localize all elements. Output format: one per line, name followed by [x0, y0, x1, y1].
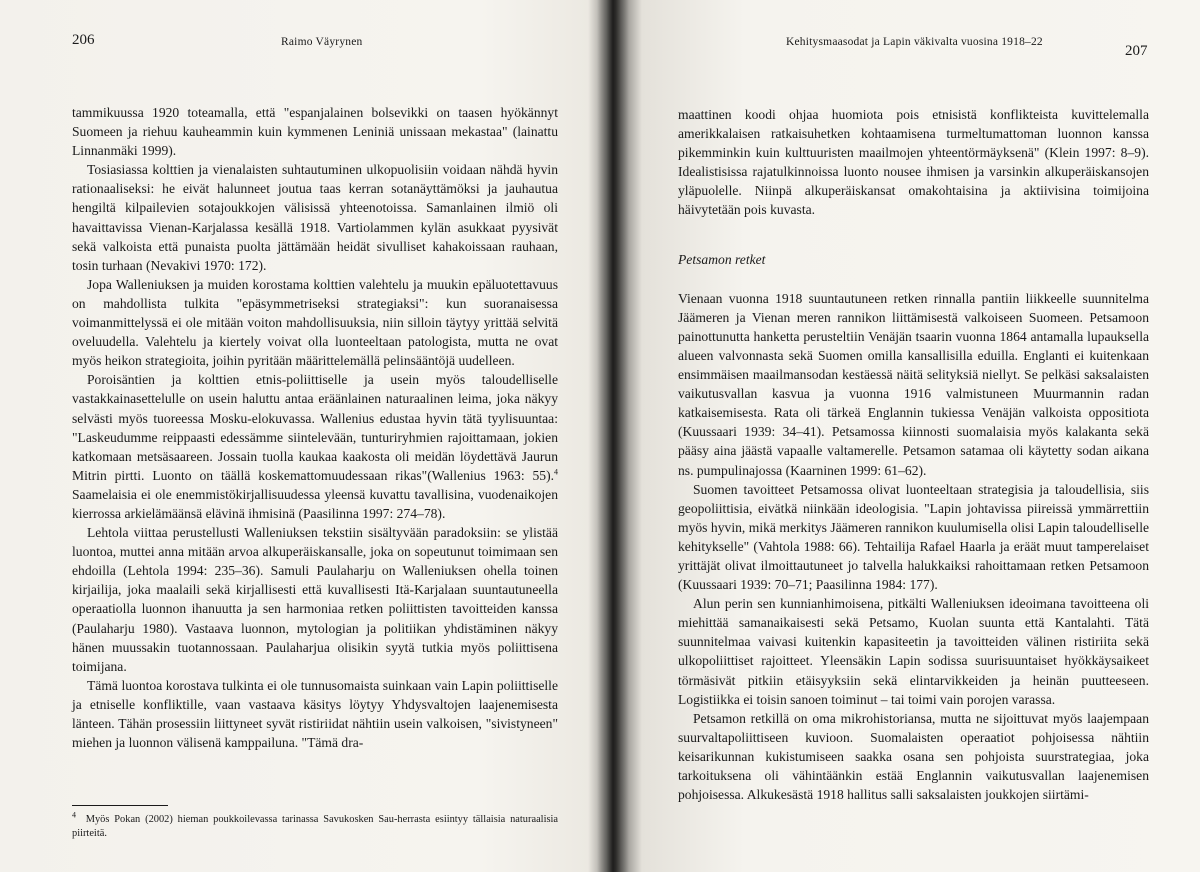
right-page — [624, 0, 1200, 872]
paragraph: Lehtola viittaa perustellusti Walleniuksen tekstiin sisältyvään paradoksiin: se ylistää luontoa, muttei anna mitään arvoa alkuperäiskansalle, joka on sopeutunut toimimaan sen ehdoilla (Lehtola 1994: 235–36). Samuli Paulaharju on Walleniuksen ohella toinen kirjailija, joka maalaili sekä kirjallisesti että kuvallisesti Itä-Karjalaan suuntautuneella operaatiolla luonnon ihanuutta ja sen harmoniaa retken poliittisten tavoitteiden kanssa (Paulaharju 1980). Vastaava luonnon, mytologian ja politiikan yhdistäminen näkyy hänen muussakin tuotannossaan. Paulaharjua olisikin syytä tutkia myös poliittisena toimijana. — [72, 525, 558, 674]
paragraph: Vienaan vuonna 1918 suuntautuneen retken rinnalla pantiin liikkeelle suunnitelma Jäämeren ja Vienan meren rannikon liittämisestä valkoiseen Suomeen. Petsamoon painottunutta hanketta perusteltiin Venäjän tsaarin vuonna 1864 antamalla lupauksella alueen valvonnasta sekä Suomen omilla kansallisilla eduilla. Englanti ei kuitenkaan ensimmäisen maailmansodan kestäessä näitä selityksiä niellyt. Se pelkäsi saksalaisten vaikutusvallan kasvua ja vuonna 1916 valmistuneen Muurmannin radan katkaisemisesta. Rata oli tärkeä Englannin tukiessa Venäjän valkoista oppositiota (Kuussaari 1939: 34–41). Petsamossa kiinnosti suomalaisia myös kalakanta sekä pääsy aina jäästä vapaalle valtamerelle. Petsamon satamaa oli käytetty sodan aikana ns. pumpulinajossa (Kaarninen 1999: 61–62). — [678, 290, 1149, 478]
paragraph: Jopa Walleniuksen ja muiden korostama kolttien valehtelu ja muukin epäluotettavuus on mahdollista tulkita "epäsymmetriseksi strategiaksi": kun suoranaisessa voimanmittelyssä ei ole mitään voiton mahdollisuuksia, niin silloin täytyy yrittää selvitä oveluudella. Valehtelu ja kiertely voivat olla luonteeltaan patologista, mutta ne ovat myös heikon strategioita, joihin pyritään määrittelemällä pelinsääntöjä uudelleen. — [72, 276, 558, 369]
paragraph: maattinen koodi ohjaa huomiota pois etnisistä konflikteista kuvittelemalla amerikkalaisen ratkaisuhetken kohtaamisena turmeltumattoman luonnon kanssa pikemminkin kuin kulttuuristen maailmojen yhteentörmäyksenä" (Klein 1997: 8–9). Idealistisissa rajatulkinnoissa luonto nousee ihmisen ja varsinkin alkuperäiskansojen yläpuolelle. Niinpä alkuperäiskansat omakohtaisina ja aktiivisina toimijoina häivytetään pois kuvasta. — [678, 107, 1149, 218]
paragraph: Tämä luontoa korostava tulkinta ei ole tunnusomaista suinkaan vain Lapin poliittiselle ja etniselle konfliktille, vaan vastaava käsitys löytyy Yhdysvaltojen laajenemisesta länteen. Tähän prosessiin liittyneet syvät ristiriidat nähtiin usein valkoisen, "sivistyneen" miehen ja luonnon välisenä kamppailuna. "Tämä dra- — [72, 677, 558, 751]
left-body-text — [72, 103, 558, 752]
footnote-text: Myös Pokan (2002) hieman poukkoilevassa tarinassa Savukosken Sau-herrasta esiintyy tällaisia naturaalisia piirteitä. — [72, 814, 558, 839]
paragraph-with-footnote — [72, 370, 558, 523]
paragraph: tammikuussa 1920 toteamalla, että "espanjalainen bolsevikki on taasen hyökännyt Suomeen ja riehuu kauheammin kuin kymmenen Leniniä unissaan mekastaa" (lainattu Linnanmäki 1999). — [72, 105, 558, 159]
footnote-marker: 4 — [72, 810, 76, 820]
paragraph: Petsamon retkillä on oma mikrohistoriansa, mutta ne sijoittuvat myös laajempaan suurvaltapoliittiseen kuvioon. Suomalaisten operaatiot pohjoisessa nähtiin keisarikunnan kukistumiseen saakka osana sen pohjoista suurstrategiaa, joka tarkoituksena oli vähintäänkin estää Englannin vaikutusvallan laajenemisen pohjoisessa. Alkukesästä 1918 hallitus salli saksalaisten joukkojen siirtämi- — [678, 710, 1149, 803]
paragraph-text-continued: Saamelaisia ei ole enemmistökirjallisuudessa yleensä kuvattu tavallisina, vuodenaikojen kierrossa arkielämäänsä elävinä ihmisinä (Paasilinna 1997: 274–78). — [72, 486, 558, 521]
footnote-divider — [72, 805, 168, 806]
footnote — [72, 810, 558, 841]
running-head-right: Kehitysmaasodat ja Lapin väkivalta vuosina 1918–22 — [786, 36, 1043, 48]
right-body-text — [678, 105, 1149, 804]
paragraph: Alun perin sen kunnianhimoisena, pitkälti Walleniuksen ideoimana tavoitteena oli miehittää samanaikaisesti sekä Petsamo, Kuolan suunta että Kantalahti. Tätä suunnitelmaa vaivasi kuitenkin kapasiteetin ja tavoitteiden välinen ristiriita sekä ulkopoliittiset rajoitteet. Yleensäkin Lapin sodissa suurisuuntaiset hyökkäysaikeet törmäsivät pitkiin etäisyyksiin sekä elintarvikkeiden ja heinän puutteeseen. Logistiikka ei toisin sanoen toiminut – tai toimi vain porojen varassa. — [678, 596, 1149, 707]
page-number-right: 207 — [1125, 43, 1148, 59]
paragraph-text: Poroisäntien ja kolttien etnis-poliittiselle ja usein myös taloudelliselle vastakkainasettelulle on usein haluttu antaa eräänlainen naturaalinen leima, joka näkyy selvästi myös tuoreessa Mosku-elokuvassa. Wallenius edustaa hyvin tätä tyylisuuntaa: "Laskeudumme reippaasti edessämme siintelevään, tunturiryhmien rajoittamaan, jokien katkomaan metsäsaareen. Jossain tuolla kaukaa kaakosta oli meidän löydettävä Jaurun Mitrin pirtti. Luonto on täällä koskemattomuudessaan rikas"(Wallenius 1963: 55). — [72, 372, 558, 483]
running-head-left: Raimo Väyrynen — [281, 36, 363, 48]
section-heading: Petsamon retket — [678, 251, 766, 267]
paragraph: Suomen tavoitteet Petsamossa olivat luonteeltaan strategisia ja taloudellisia, siis geopoliittisia, eivätkä niinkään ideologisia. "Lapin johtavissa piireissä ymmärrettiin myös hyvin, mikä merkitys Jäämeren rannikon kuulumisella olisi Lapin taloudelliselle kehitykselle" (Vahtola 1988: 66). Tehtailija Rafael Haarla ja eräät muut tamperelaiset yrittäjät olivat ilmoittautuneet jo talvella halukkaiksi rahoittamaan retken Petsamoon (Kuussaari 1939: 70–71; Paasilinna 1984: 177). — [678, 481, 1149, 593]
page-number-left: 206 — [72, 32, 95, 48]
footnote-reference: 4 — [554, 467, 558, 477]
paragraph: Tosiasiassa kolttien ja vienalaisten suhtautuminen ulkopuolisiin voidaan nähdä hyvin rationaaliseksi: he eivät halunneet joutua taas kerran sotanäyttämöksi ja jauhautua hengiltä kilpailevien sotajoukkojen välisissä yhteenotoissa. Samanlainen ilmiö oli havaittavissa Vienan-Karjalassa kesällä 1918. Vartiolammen kylän asukkaat pyysivät sekä valkoista että punaista puolta jättämään heidät sivulliset kahakoissaan rauhaan, tosin turhaan (Nevakivi 1970: 172). — [72, 162, 558, 273]
